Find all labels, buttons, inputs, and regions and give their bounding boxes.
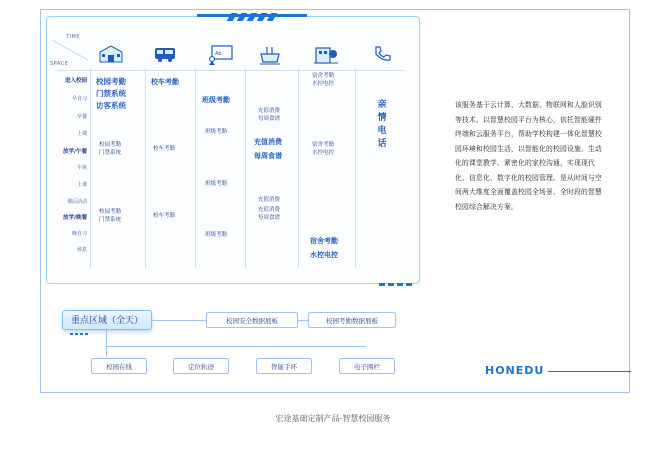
time-row: 课后活动 xyxy=(66,199,87,205)
time-row: 放学/晚餐 xyxy=(62,215,87,221)
grid-col xyxy=(298,68,299,268)
dormitory-building-icon xyxy=(313,44,337,66)
time-row: 早餐 xyxy=(76,114,87,120)
school-gate-icon xyxy=(98,44,122,66)
key-zone-dots xyxy=(70,333,90,335)
time-axis-label: TIME xyxy=(66,34,81,40)
board-campus-safety: 校园安全数据展板 xyxy=(206,312,298,328)
canteen-block-3: 充值消费 充值消费 每周食谱 xyxy=(258,197,281,221)
time-row: 进入校园 xyxy=(64,78,87,84)
connector-line xyxy=(106,346,366,347)
campus-block-1: 校园考勤 门禁系统 访客系统 xyxy=(96,77,126,110)
brand-logo: HONEDU xyxy=(481,364,548,377)
time-row: 上课 xyxy=(76,131,87,137)
bus-block-3: 校车考勤 xyxy=(153,213,176,219)
table-top-line xyxy=(57,70,405,71)
dorm-block-3: 宿舍考勤 水控电控 xyxy=(310,237,338,259)
brand-line xyxy=(535,371,631,372)
service-location-track: 定位轨迹 xyxy=(173,358,229,374)
bus-icon xyxy=(153,44,177,66)
class-block-4: 班级考勤 xyxy=(205,232,228,238)
campus-block-2: 校园考勤 门禁系统 xyxy=(99,142,122,156)
time-row: 上课 xyxy=(76,182,87,188)
service-description: 该服务基于云计算、大数据、物联网和人脸识别等技术，以智慧校园平台为核心，依托智能硬件终端和云服务平台，帮助学校构建一体化智慧校园环境和校园生活，以智能化的校园设施、生动化的课堂教学、紧密化的家校沟通，实现现代化、信息化、数字化的校园管理。是从时间与空间两大维度全面覆盖校园全场景、全时段的智慧校园综合解决方案。 xyxy=(455,101,602,211)
axis-diagonal xyxy=(50,38,90,62)
time-row: 午休 xyxy=(76,165,87,171)
connector-line xyxy=(152,320,206,321)
time-row: 放学/午餐 xyxy=(62,149,87,155)
grid-col xyxy=(195,68,196,268)
classroom-board-icon xyxy=(208,44,232,66)
class-block-2: 班级考勤 xyxy=(205,129,228,135)
grid-col xyxy=(245,68,246,268)
connector-line xyxy=(298,320,308,321)
board-campus-attendance: 校园考勤数据展板 xyxy=(308,312,396,328)
dorm-block-2: 宿舍考勤 水控电控 xyxy=(312,142,335,156)
dorm-block-1: 宿舍考勤 水控电控 xyxy=(312,73,335,87)
service-smart-band: 智能手环 xyxy=(256,358,312,374)
service-campus-online: 校园在线 xyxy=(91,358,147,374)
time-row: 晚自习 xyxy=(71,231,87,237)
time-row: 早自习 xyxy=(71,96,87,102)
grid-col xyxy=(145,68,146,268)
space-axis-label: SPACE xyxy=(50,61,69,67)
canteen-block-2: 充值消费 每周食谱 xyxy=(254,138,282,160)
family-phone-label: 亲 情 电 话 xyxy=(377,100,387,149)
svg-text:Ab: Ab xyxy=(215,51,222,57)
canteen-block-1: 充值消费 每周食谱 xyxy=(258,108,281,122)
image-caption: 宏途基础定制产品-智慧校园服务 xyxy=(275,414,391,423)
cafeteria-tray-icon xyxy=(258,44,282,66)
time-row: 休息 xyxy=(76,247,87,253)
key-zone-badge: 重点区域（全天） xyxy=(62,310,152,330)
grid-col xyxy=(90,68,91,268)
bus-block-1: 校车考勤 xyxy=(151,78,179,86)
class-block-1: 班级考勤 xyxy=(202,96,230,104)
connector-line xyxy=(106,330,107,356)
phone-icon xyxy=(372,44,396,66)
campus-block-3: 校园考勤 门禁系统 xyxy=(99,209,122,223)
bus-block-2: 校车考勤 xyxy=(153,146,176,152)
class-block-3: 班级考勤 xyxy=(205,181,228,187)
grid-col xyxy=(355,68,356,268)
service-geofence: 电子围栏 xyxy=(339,358,395,374)
